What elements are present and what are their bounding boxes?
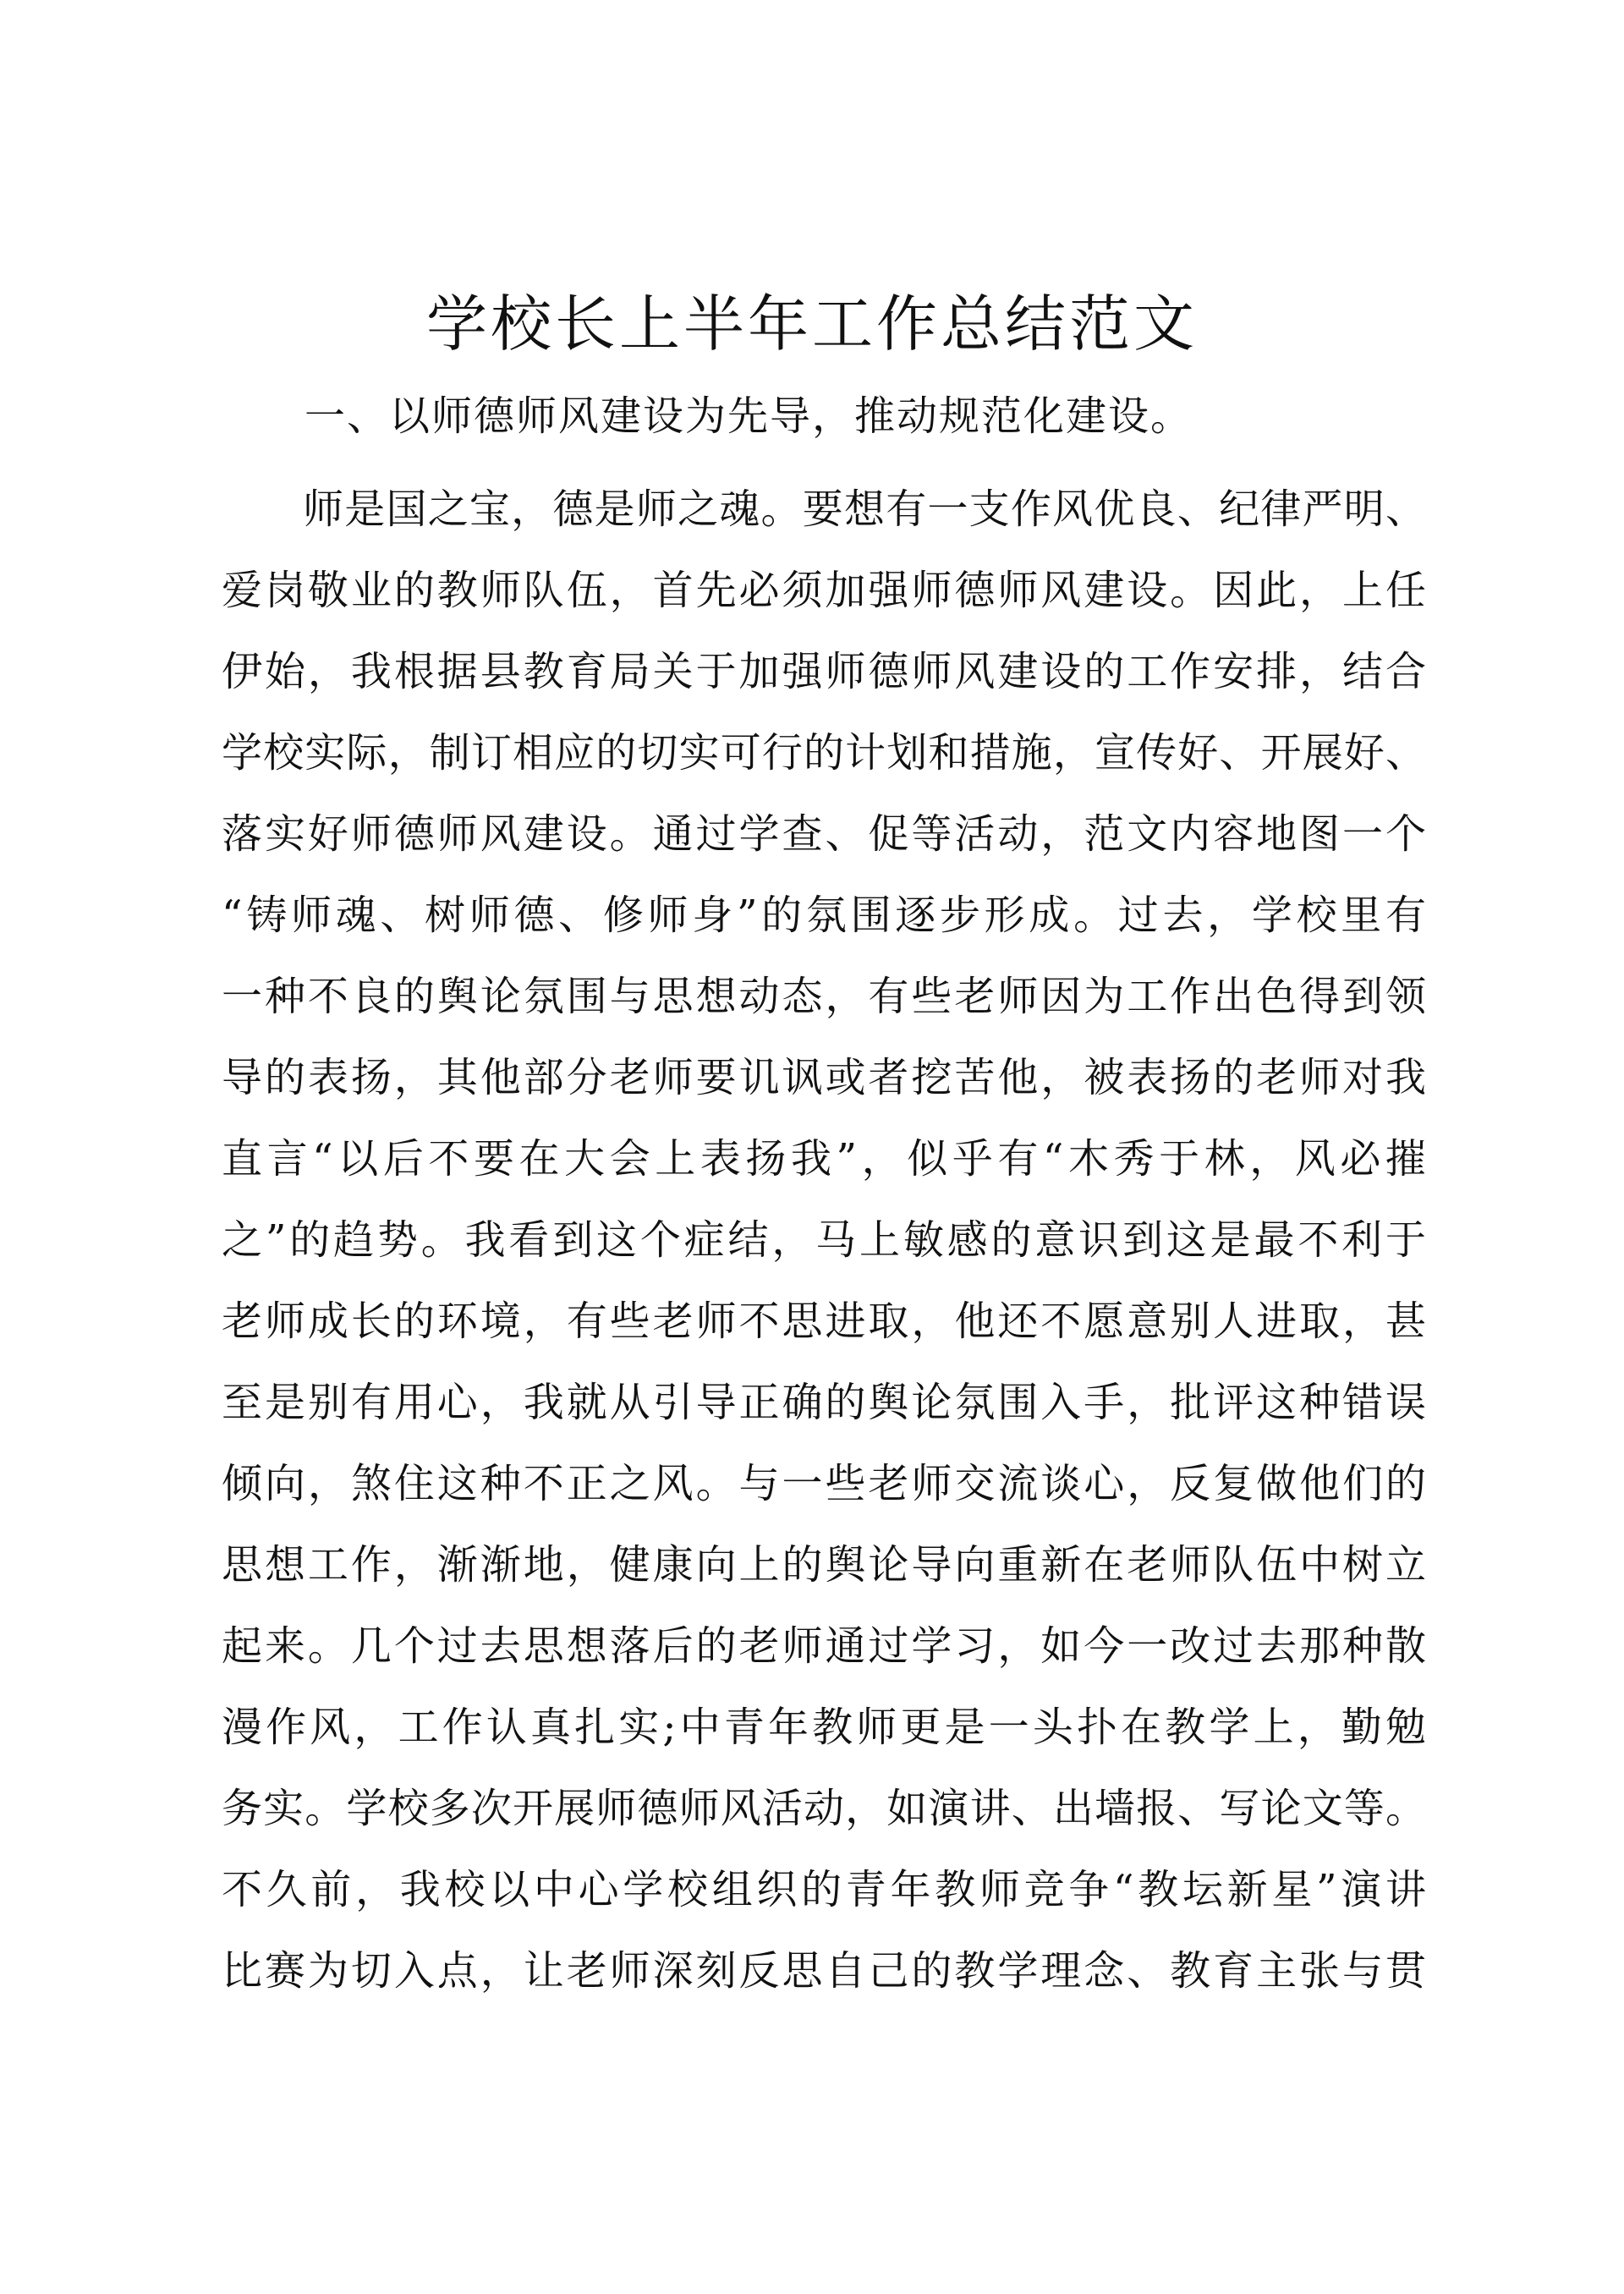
paragraph-line: 直言“以后不要在大会上表扬我”，似乎有“木秀于林，风必摧: [222, 1135, 1426, 1183]
document-title: 学校长上半年工作总结范文: [425, 288, 1198, 359]
paragraph-line: 导的表扬，其他部分老师要讥讽或者挖苦他，被表扬的老师对我: [222, 1054, 1426, 1101]
paragraph-line: 落实好师德师风建设。通过学查、促等活动，范文内容地图一个: [222, 810, 1426, 858]
paragraph-line: 之”的趋势。我看到这个症结，马上敏感的意识到这是最不利于: [222, 1216, 1426, 1264]
paragraph-line: 师是国之宝，德是师之魂。要想有一支作风优良、纪律严明、: [303, 486, 1426, 533]
paragraph-line: 思想工作，渐渐地，健康向上的舆论导向重新在老师队伍中树立: [222, 1541, 1426, 1589]
paragraph-line: 务实。学校多次开展师德师风活动，如演讲、出墙报、写论文等。: [222, 1785, 1426, 1832]
section-heading: 一、以师德师风建设为先导，推动规范化建设。: [304, 392, 1193, 440]
body-paragraph: [222, 469, 1426, 2011]
paragraph-line: 比赛为切入点，让老师深刻反思自己的教学理念、教育主张与贯: [222, 1947, 1426, 1995]
paragraph-line: “铸师魂、树师德、修师身”的氛围逐步形成。过去，学校里有: [222, 892, 1426, 939]
paragraph-line: 起来。几个过去思想落后的老师通过学习，如今一改过去那种散: [222, 1622, 1426, 1670]
paragraph-line: 漫作风，工作认真扎实;中青年教师更是一头扑在教学上，勤勉: [222, 1704, 1426, 1751]
paragraph-line: 伊始，我根据县教育局关于加强师德师风建设的工作安排，结合: [222, 648, 1426, 695]
paragraph-line: 老师成长的环境，有些老师不思进取，他还不愿意别人进取，甚: [222, 1298, 1426, 1345]
paragraph-line: 学校实际，制订相应的切实可行的计划和措施，宣传好、开展好、: [222, 729, 1426, 777]
paragraph-line: 爱岗敬业的教师队伍，首先必须加强师德师风建设。因此，上任: [222, 567, 1426, 614]
paragraph-line: 一种不良的舆论氛围与思想动态，有些老师因为工作出色得到领: [222, 973, 1426, 1020]
paragraph-line: 倾向，煞住这种不正之风。与一些老师交流谈心，反复做他们的: [222, 1460, 1426, 1507]
paragraph-line: 不久前，我校以中心学校组织的青年教师竞争“教坛新星”演讲: [222, 1866, 1426, 1913]
paragraph-line: 至是别有用心，我就从引导正确的舆论氛围入手，批评这种错误: [222, 1379, 1426, 1426]
